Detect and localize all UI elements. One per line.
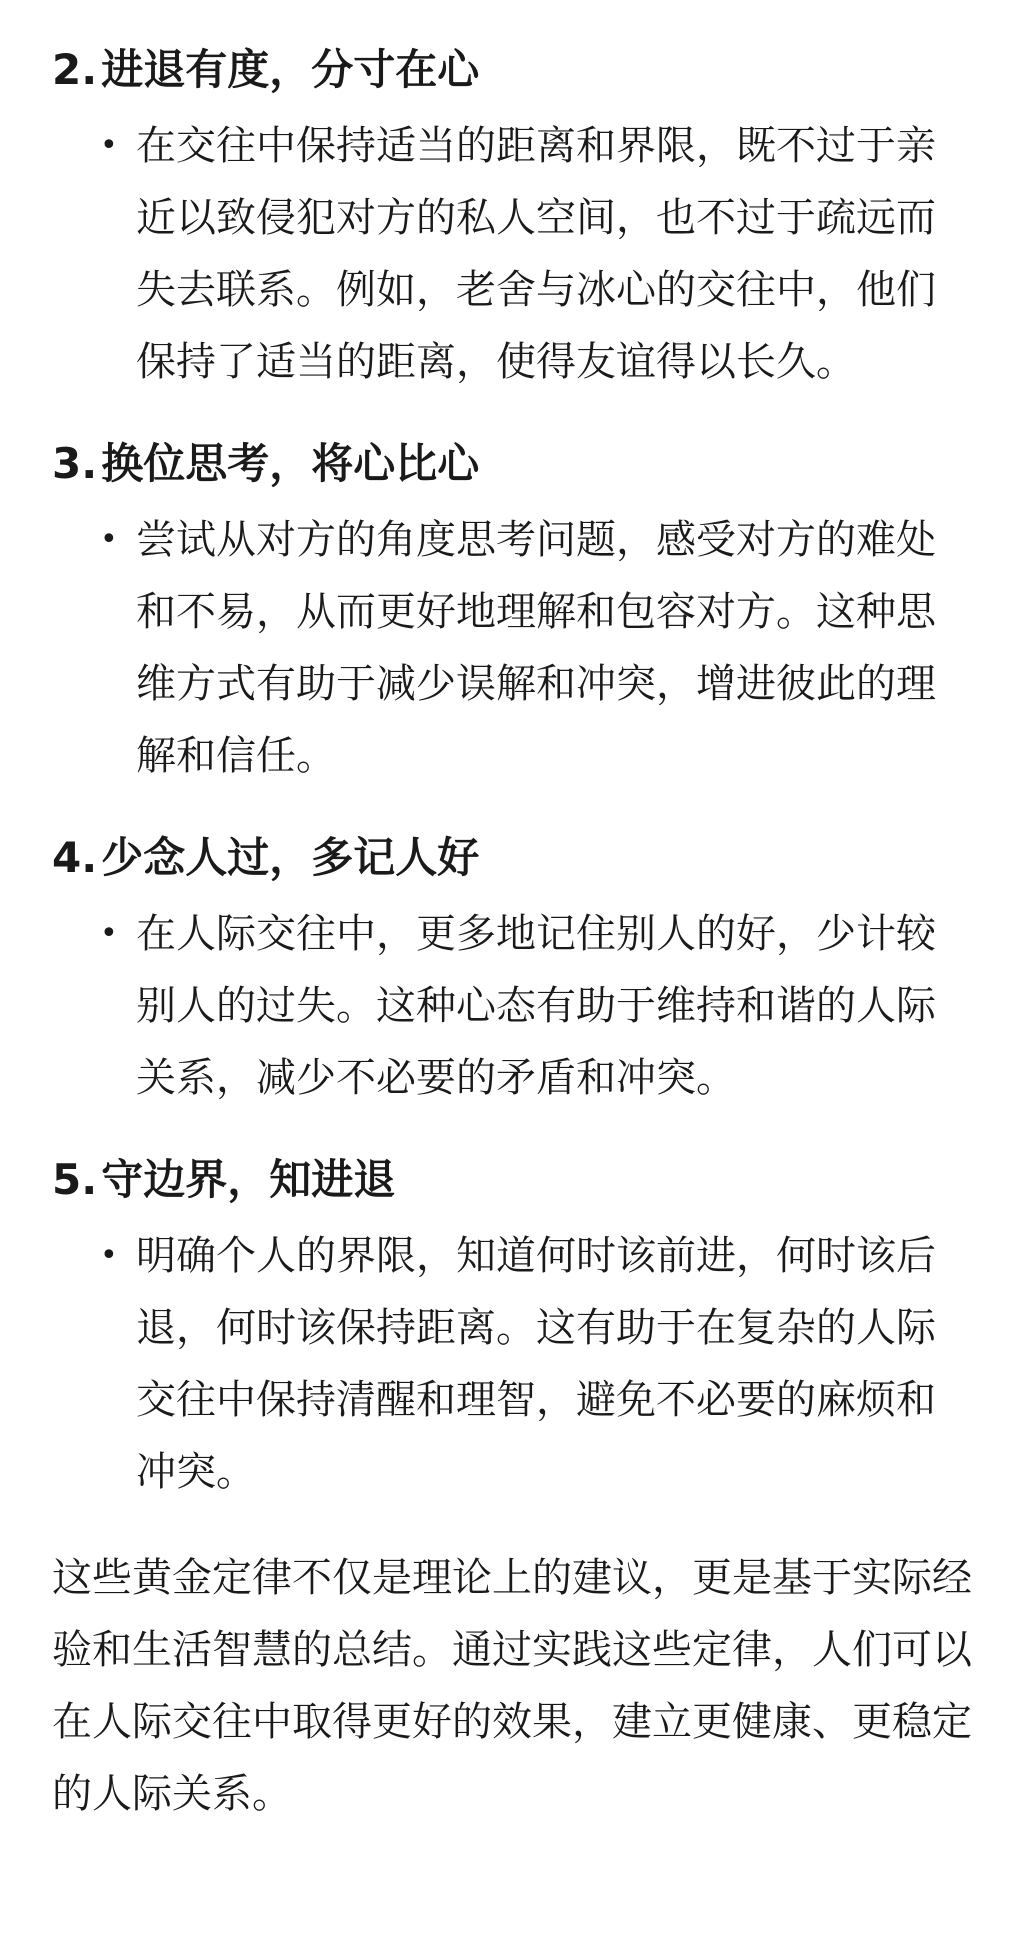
- section-heading: [52, 38, 966, 102]
- section-heading: [52, 432, 966, 496]
- bullet-item: [52, 1220, 966, 1508]
- bullet-dot-icon: •: [100, 128, 118, 163]
- list-item: [52, 432, 966, 792]
- bullet-text: 在人际交往中，更多地记住别人的好，少计较别人的过失。这种心态有助于维持和谐的人际关系，减少不必要的矛盾和冲突。: [136, 911, 936, 1101]
- section-heading: [52, 1148, 966, 1212]
- bullet-dot-icon: •: [100, 1238, 118, 1273]
- bullet-dot-icon: •: [100, 916, 118, 951]
- section-number: 4.: [52, 833, 98, 882]
- section-heading: [52, 826, 966, 890]
- bullet-item: [52, 504, 966, 792]
- section-number: 3.: [52, 439, 98, 488]
- bullet-text: 在交往中保持适当的距离和界限，既不过于亲近以致侵犯对方的私人空间，也不过于疏远而失去联系。例如，老舍与冰心的交往中，他们保持了适当的距离，使得友谊得以长久。: [136, 123, 936, 385]
- bullet-text: 尝试从对方的角度思考问题，感受对方的难处和不易，从而更好地理解和包容对方。这种思维方式有助于减少误解和冲突，增进彼此的理解和信任。: [136, 517, 936, 779]
- section-title: 守边界，知进退: [101, 1155, 396, 1204]
- bullet-text: 明确个人的界限，知道何时该前进，何时该后退，何时该保持距离。这有助于在复杂的人际交往中保持清醒和理智，避免不必要的麻烦和冲突。: [136, 1233, 936, 1495]
- section-title: 换位思考，将心比心: [101, 439, 480, 488]
- bullet-dot-icon: •: [100, 522, 118, 557]
- bullet-item: [52, 110, 966, 398]
- list-item: [52, 38, 966, 398]
- section-title: 少念人过，多记人好: [101, 833, 480, 882]
- section-number: 2.: [52, 45, 98, 94]
- bullet-item: [52, 898, 966, 1114]
- list-item: [52, 1148, 966, 1508]
- list-item: [52, 826, 966, 1114]
- summary-paragraph: 这些黄金定律不仅是理论上的建议，更是基于实际经验和生活智慧的总结。通过实践这些定律，人们可以在人际交往中取得更好的效果，建立更健康、更稳定的人际关系。: [52, 1555, 972, 1817]
- section-number: 5.: [52, 1155, 98, 1204]
- section-title: 进退有度，分寸在心: [101, 45, 480, 94]
